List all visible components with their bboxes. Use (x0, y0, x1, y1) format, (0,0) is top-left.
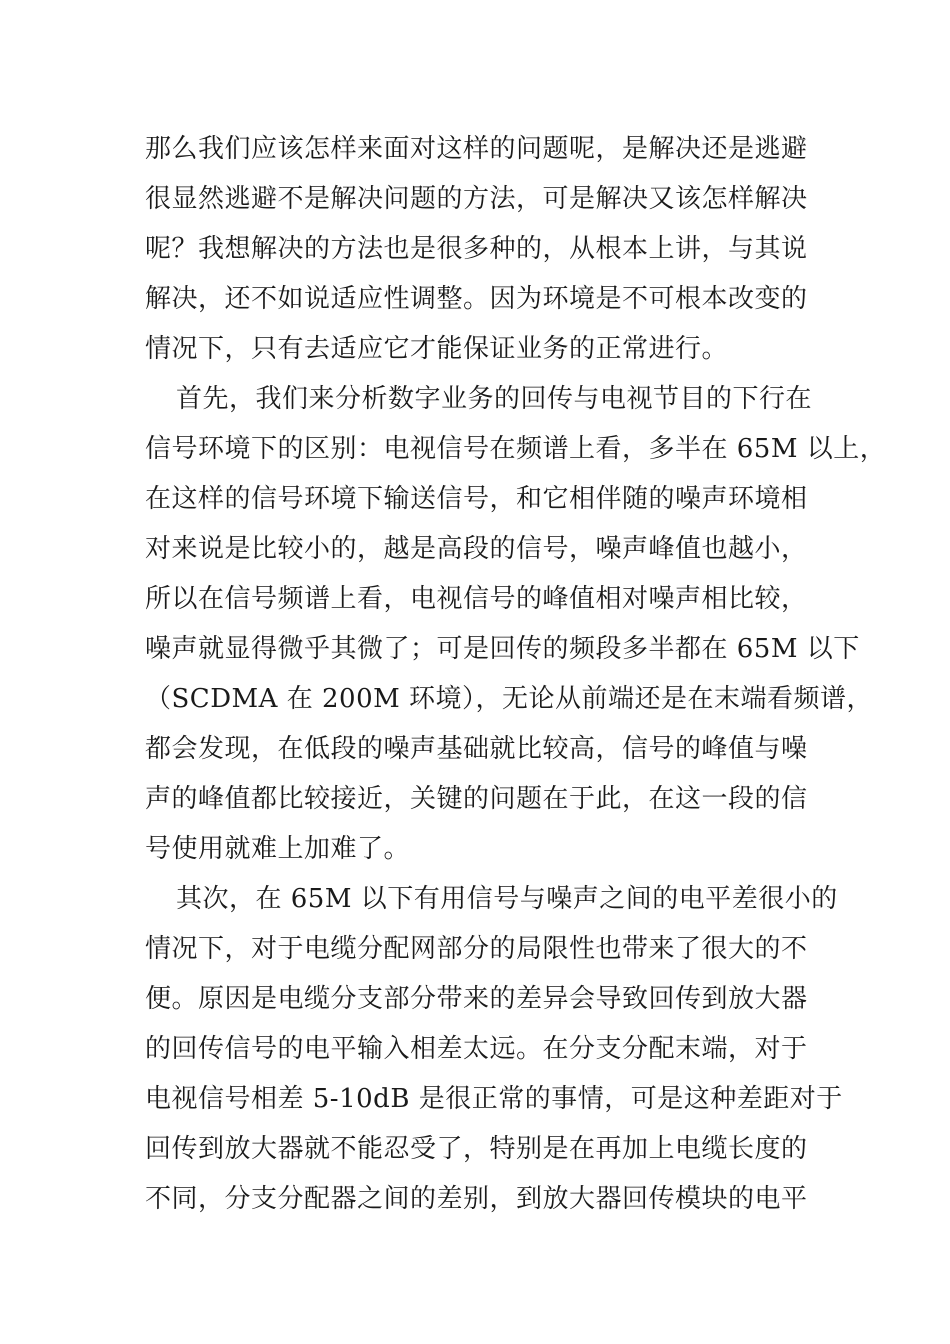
text-line: 那么我们应该怎样来面对这样的问题呢，是解决还是逃避 (145, 134, 808, 164)
text-line: 不同，分支分配器之间的差别，到放大器回传模块的电平 (145, 1184, 808, 1214)
text-line: 声的峰值都比较接近，关键的问题在于此，在这一段的信 (145, 784, 808, 814)
text-line: 噪声就显得微乎其微了；可是回传的频段多半都在 65M 以下 (145, 634, 860, 664)
text-line: 很显然逃避不是解决问题的方法，可是解决又该怎样解决 (145, 184, 808, 214)
text-line: 电视信号相差 5-10dB 是很正常的事情，可是这种差距对于 (145, 1084, 843, 1114)
text-line: 回传到放大器就不能忍受了，特别是在再加上电缆长度的 (145, 1134, 808, 1164)
text-line: 的回传信号的电平输入相差太远。在分支分配末端，对于 (145, 1034, 808, 1064)
text-line: 在这样的信号环境下输送信号，和它相伴随的噪声环境相 (145, 484, 808, 514)
paragraph-start-line: 首先，我们来分析数字业务的回传与电视节目的下行在 (176, 384, 813, 414)
text-line: （SCDMA 在 200M 环境），无论从前端还是在末端看频谱， (145, 684, 873, 714)
paragraph-start-line: 其次，在 65M 以下有用信号与噪声之间的电平差很小的 (176, 884, 838, 914)
text-line: 号使用就难上加难了。 (145, 834, 411, 864)
text-line: 便。原因是电缆分支部分带来的差异会导致回传到放大器 (145, 984, 808, 1014)
text-line: 情况下，只有去适应它才能保证业务的正常进行。 (145, 334, 729, 364)
text-line: 都会发现，在低段的噪声基础就比较高，信号的峰值与噪 (145, 734, 808, 764)
text-line: 呢？我想解决的方法也是很多种的，从根本上讲，与其说 (145, 234, 808, 264)
text-line: 对来说是比较小的，越是高段的信号，噪声峰值也越小， (145, 534, 808, 564)
text-line: 所以在信号频谱上看，电视信号的峰值相对噪声相比较， (145, 584, 808, 614)
text-line: 情况下，对于电缆分配网部分的局限性也带来了很大的不 (145, 934, 808, 964)
text-line: 信号环境下的区别：电视信号在频谱上看，多半在 65M 以上， (145, 434, 887, 464)
text-line: 解决，还不如说适应性调整。因为环境是不可根本改变的 (145, 284, 808, 314)
